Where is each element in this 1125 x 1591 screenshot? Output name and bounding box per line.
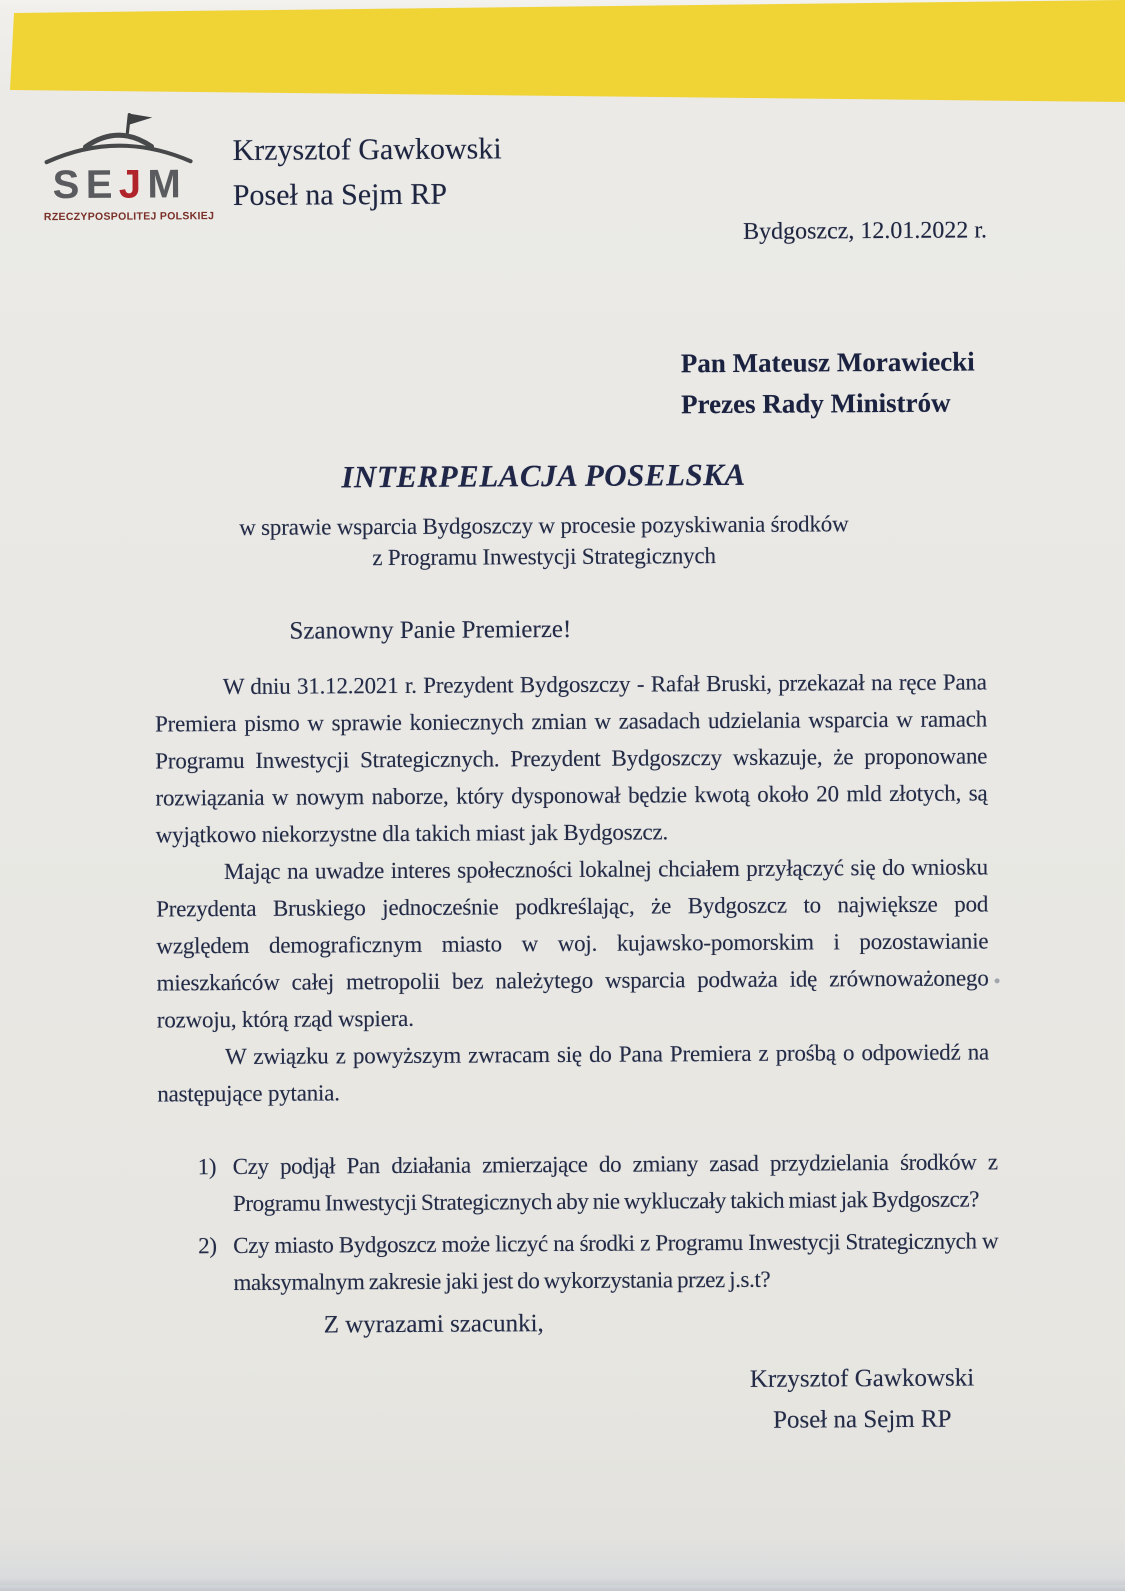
sender-block xyxy=(232,126,502,218)
document-subtitle-line1: w sprawie wsparcia Bydgoszczy w procesie pozyskiwania środków xyxy=(239,511,849,540)
logo-letter: E xyxy=(85,162,113,207)
paragraph: Mając na uwadze interes społeczności lokalnej chciałem przyłączyć się do wniosku Prezydenta Bruskiego jednocześnie podkreślając, że Bydgoszcz to największe pod względem demograficznym miasto w woj. kujawsko-pomorskim i pozostawianie mieszkańców całej metropolii bez należytego wsparcia podważa idę zrównoważonego rozwoju, którą rząd wspiera. xyxy=(156,854,989,1033)
sender-role: Poseł na Sejm RP xyxy=(232,177,448,212)
question-number: 2) xyxy=(198,1233,217,1259)
logo-letter: M xyxy=(147,162,181,207)
question-text: Czy podjął Pan działania zmierzające do zmiany zasad przydzielania środków z Programu Inwestycji Strategicznych aby nie wykluczały takich miast jak Bydgoszcz? xyxy=(232,1149,998,1217)
document-title: INTERPELACJA POSELSKA xyxy=(341,456,746,495)
addressee-name: Pan Mateusz Morawiecki xyxy=(680,346,975,379)
title-block xyxy=(143,456,944,575)
closing-phrase: Z wyrazami szacunki, xyxy=(323,1310,544,1339)
signature-role: Poseł na Sejm RP xyxy=(772,1405,952,1434)
logo-letter-red-j: J xyxy=(118,162,142,207)
scan-speck xyxy=(995,978,1000,983)
sejm-dome-flag-icon xyxy=(43,108,193,167)
question-item xyxy=(198,1222,998,1301)
addressee-block xyxy=(681,341,975,425)
sejm-logo xyxy=(43,108,215,224)
question-item xyxy=(198,1143,998,1222)
salutation: Szanowny Panie Premierze! xyxy=(289,615,572,645)
signature-name: Krzysztof Gawkowski xyxy=(749,1364,975,1393)
signature-block xyxy=(717,1357,1007,1441)
sejm-logo-letters xyxy=(52,162,181,208)
paragraph: W dniu 31.12.2021 r. Prezydent Bydgoszczy - Rafał Bruski, przekazał na ręce Pana Premiera pismo w sprawie koniecznych zmian w zasadach udzielania wsparcia w ramach Programu Inwestycji Strategicznych. Prezydent Bydgoszczy wskazuje, że proponowane rozwiązania w nowym naborze, który dysponował będzie kwotą około 20 mld złotych, są wyjątkowo niekorzystne dla takich miast jak Bydgoszcz. xyxy=(154,669,988,848)
letter-body xyxy=(155,663,990,1112)
document-subtitle-line2: z Programu Inwestycji Strategicznych xyxy=(372,543,716,571)
date-line: Bydgoszcz, 12.01.2022 r. xyxy=(742,217,988,245)
sejm-logo-caption: RZECZYPOSPOLITEJ POLSKIEJ xyxy=(43,210,215,224)
question-number: 1) xyxy=(197,1154,217,1180)
addressee-title: Prezes Rady Ministrów xyxy=(680,387,951,420)
sender-name: Krzysztof Gawkowski xyxy=(232,132,502,167)
logo-letter: S xyxy=(52,162,80,208)
question-text: Czy miasto Bydgoszcz może liczyć na środki z Programu Inwestycji Strategicznych w maksymalnym zakresie jaki jest do wykorzystania przez j.s.t? xyxy=(233,1228,999,1296)
paragraph: W związku z powyższym zwracam się do Pana Premiera z prośbą o odpowiedź na następujące pytania. xyxy=(157,1039,990,1107)
questions-list xyxy=(198,1143,999,1306)
page-bottom-edge xyxy=(0,1585,1125,1591)
